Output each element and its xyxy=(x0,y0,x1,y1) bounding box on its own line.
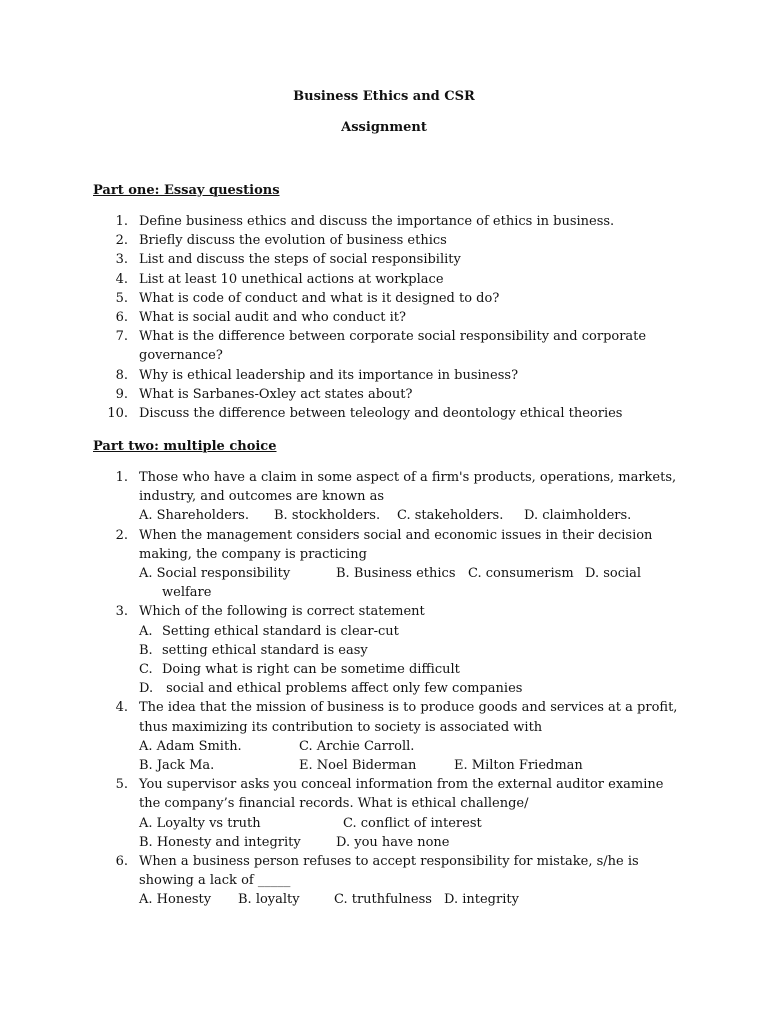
item-text: What is Sarbanes-Oxley act states about? xyxy=(139,386,413,402)
item-number: 4. xyxy=(115,271,128,287)
option-letter: A. xyxy=(139,623,153,639)
options-row xyxy=(139,737,683,756)
question-number: 5. xyxy=(115,777,128,793)
question-number: 4. xyxy=(115,700,128,716)
option: A. Loyalty vs truth xyxy=(139,815,261,831)
part-one-heading: Part one: Essay questions xyxy=(93,183,280,198)
item-text: List and discuss the steps of social responsibility xyxy=(139,252,461,268)
option-text: Doing what is right can be sometime difficult xyxy=(162,662,460,677)
item-text: Why is ethical leadership and its importance in business? xyxy=(139,367,519,383)
question-number: 1. xyxy=(115,470,128,485)
question-item xyxy=(93,602,683,698)
list-item xyxy=(93,385,683,404)
question-number: 6. xyxy=(115,853,128,869)
question-item xyxy=(93,468,683,526)
option: B. loyalty xyxy=(238,892,300,908)
item-text: Briefly discuss the evolution of business ethics xyxy=(139,233,447,249)
item-text: Discuss the difference between teleology and deontology ethical theories xyxy=(139,406,623,422)
question-item xyxy=(93,775,683,852)
option: A. Honesty xyxy=(139,892,212,908)
question-text: When a business person refuses to accept responsibility for mistake, s/he is showing a lack of _____ xyxy=(139,853,639,889)
item-text: What is social audit and who conduct it? xyxy=(139,310,406,326)
list-item xyxy=(93,327,683,365)
option xyxy=(139,660,683,679)
item-text: Define business ethics and discuss the importance of ethics in business. xyxy=(139,214,615,229)
option: A. Adam Smith. xyxy=(139,738,242,754)
item-text: What is the difference between corporate social responsibility and corporate governance? xyxy=(139,329,647,364)
question-item xyxy=(93,526,683,603)
option: E. Noel Biderman xyxy=(299,758,417,773)
option xyxy=(139,641,683,660)
options-row xyxy=(139,814,683,833)
question-text: The idea that the mission of business is to produce goods and services at a profit, thus maximizing its contribution to society is associated with xyxy=(139,700,678,735)
document-subtitle: Assignment xyxy=(341,120,427,135)
list-item xyxy=(93,231,683,250)
question-item xyxy=(93,698,683,775)
part-two-heading: Part two: multiple choice xyxy=(93,439,277,454)
option: A. Shareholders. xyxy=(139,508,249,524)
question-text: Those who have a claim in some aspect of a firm's products, operations, markets, industry, and outcomes are known as xyxy=(139,470,677,505)
list-item xyxy=(93,404,683,423)
option: B. Honesty and integrity xyxy=(139,834,301,850)
option xyxy=(139,679,683,698)
item-text: List at least 10 unethical actions at workplace xyxy=(139,271,444,287)
option: B. Business ethics xyxy=(336,566,456,581)
essay-question-list xyxy=(93,212,683,423)
option-letter: B. xyxy=(139,642,153,658)
options-row xyxy=(139,756,683,775)
question-text: When the management considers social and economic issues in their decision making, the company is practicing xyxy=(139,527,653,562)
question-number: 2. xyxy=(115,527,128,543)
item-number: 9. xyxy=(115,386,128,402)
list-item xyxy=(93,250,683,269)
multiple-choice-list xyxy=(93,468,683,910)
option-text: setting ethical standard is easy xyxy=(162,642,368,658)
list-item xyxy=(93,308,683,327)
option-letter: D. xyxy=(139,681,154,697)
option-text: social and ethical problems affect only few companies xyxy=(162,681,523,697)
item-number: 5. xyxy=(115,290,128,306)
list-item xyxy=(93,289,683,308)
option: E. Milton Friedman xyxy=(454,758,583,773)
item-number: 2. xyxy=(115,233,128,249)
option: B. Jack Ma. xyxy=(139,758,215,773)
question-item xyxy=(93,852,683,910)
item-number: 1. xyxy=(115,214,128,229)
list-item xyxy=(93,212,683,231)
options-row xyxy=(139,833,683,852)
item-number: 10. xyxy=(107,406,128,422)
option: D. social xyxy=(585,566,642,581)
list-item xyxy=(93,270,683,289)
options-row xyxy=(139,890,683,909)
options-row xyxy=(139,564,683,602)
item-text: What is code of conduct and what is it designed to do? xyxy=(139,290,500,306)
option: B. stockholders. xyxy=(274,508,381,524)
option: C. Archie Carroll. xyxy=(299,738,415,754)
option: D. integrity xyxy=(444,892,519,908)
option xyxy=(139,622,683,641)
document-title: Business Ethics and CSR xyxy=(293,89,475,104)
option: D. you have none xyxy=(336,834,450,850)
option: C. stakeholders. xyxy=(397,508,504,524)
option-text: Setting ethical standard is clear-cut xyxy=(162,623,399,639)
question-text: Which of the following is correct statement xyxy=(139,604,425,620)
question-text: You supervisor asks you conceal information from the external auditor examine the company’s financial records. What is ethical challenge/ xyxy=(139,777,664,812)
option: C. conflict of interest xyxy=(343,815,482,831)
option: D. claimholders. xyxy=(524,508,632,524)
option: C. truthfulness xyxy=(334,892,432,908)
options-row xyxy=(139,506,683,525)
question-number: 3. xyxy=(115,604,128,620)
list-item xyxy=(93,366,683,385)
option-continuation: welfare xyxy=(162,585,212,601)
item-number: 7. xyxy=(115,329,128,345)
option: C. consumerism xyxy=(468,566,574,581)
option-letter: C. xyxy=(139,662,153,677)
option: A. Social responsibility xyxy=(139,566,291,581)
item-number: 8. xyxy=(115,367,128,383)
item-number: 6. xyxy=(115,310,128,326)
item-number: 3. xyxy=(115,252,128,268)
